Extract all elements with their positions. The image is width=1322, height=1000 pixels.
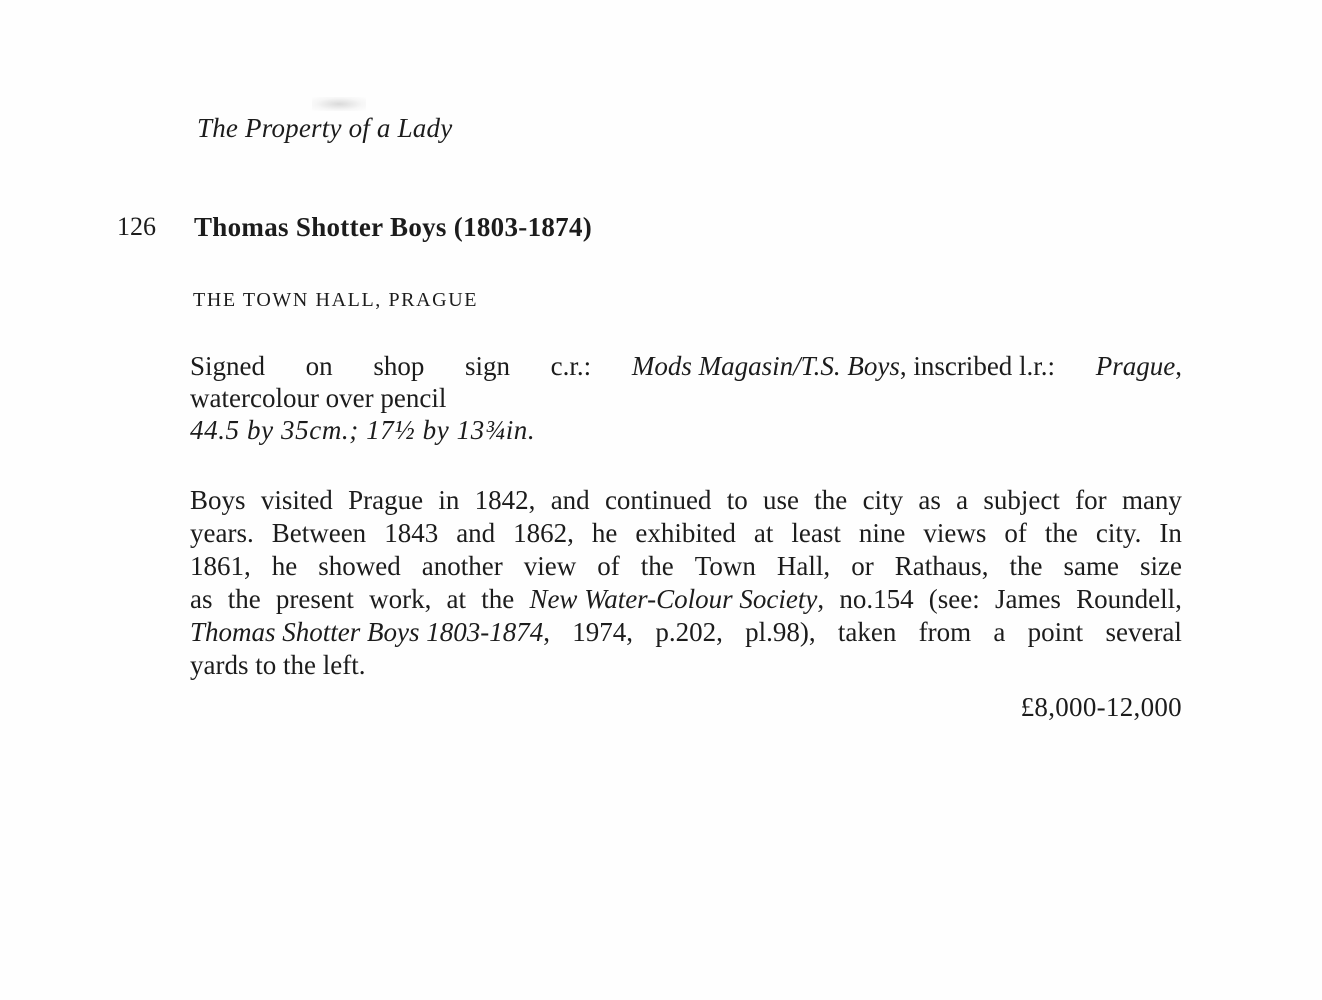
essay-word: the [1009, 551, 1043, 581]
essay-word: 1843 [384, 518, 439, 548]
essay-word: the [640, 551, 674, 581]
essay-word: the [481, 584, 515, 614]
catalogue-essay [190, 484, 1182, 682]
essay-word: as [918, 485, 941, 515]
essay-line [190, 583, 1182, 616]
essay-line: yards to the left. [190, 650, 366, 680]
essay-word: 1842, [474, 485, 536, 515]
essay-word: least [791, 518, 841, 548]
essay-word: in [438, 485, 460, 515]
essay-word: showed [318, 551, 401, 581]
essay-word: many [1121, 485, 1182, 515]
essay-word: continued [604, 485, 712, 515]
lot-number: 126 [117, 212, 156, 241]
essay-word: and [550, 485, 590, 515]
essay-line [190, 484, 1182, 517]
essay-word: city [862, 485, 904, 515]
essay-line [190, 616, 1182, 649]
essay-word: for [1075, 485, 1107, 515]
essay-word: and [456, 518, 496, 548]
signed-word-1: Signed [190, 351, 266, 381]
essay-word: taken [837, 617, 897, 647]
essay-word: views [923, 518, 987, 548]
essay-word: the [1044, 518, 1078, 548]
essay-word: Hall, [776, 551, 831, 581]
essay-word: Boys [190, 485, 246, 515]
essay-word: several [1105, 617, 1182, 647]
signature-details [190, 350, 1182, 446]
essay-word: of [597, 551, 620, 581]
signed-word-3: shop [373, 351, 425, 381]
essay-word: In [1159, 518, 1182, 548]
essay-word: no.154 [839, 584, 914, 614]
signed-word-5: c.r.: [550, 351, 592, 381]
essay-word: view [523, 551, 577, 581]
essay-word: size [1139, 551, 1182, 581]
essay-word: Prague [348, 485, 424, 515]
essay-word: years. [190, 518, 254, 548]
essay-word: from [918, 617, 972, 647]
essay-word: a [956, 485, 969, 515]
ink-smudge [312, 97, 366, 111]
essay-word: Roundell, [1076, 584, 1182, 614]
essay-word: pl.98), [745, 617, 816, 647]
essay-word: exhibited [635, 518, 736, 548]
essay-word: 1974, [572, 617, 634, 647]
essay-word: of [1004, 518, 1027, 548]
essay-word: at [753, 518, 774, 548]
essay-word: to [726, 485, 748, 515]
essay-line [190, 517, 1182, 550]
essay-word: 1862, [513, 518, 574, 548]
essay-word: he [271, 551, 298, 581]
reference-title: Thomas Shotter Boys 1803-1874, [190, 617, 550, 647]
signature-text: Mods Magasin/T.S. Boys, inscribed l.r.: [631, 351, 1056, 381]
price-estimate: £8,000-12,000 [1020, 692, 1182, 722]
essay-word: James [994, 584, 1061, 614]
signed-word-2: on [305, 351, 333, 381]
essay-word: point [1027, 617, 1084, 647]
dimensions: 44.5 by 35cm.; 17½ by 13¾in. [190, 415, 536, 445]
essay-word: at [446, 584, 467, 614]
artist-name: Thomas Shotter Boys (1803-1874) [194, 212, 593, 242]
essay-word: present [275, 584, 354, 614]
essay-word: he [591, 518, 618, 548]
essay-word: Rathaus, [894, 551, 989, 581]
essay-word: 1861, [190, 551, 251, 581]
essay-word: nine [858, 518, 906, 548]
essay-word: p.202, [655, 617, 723, 647]
essay-word: same [1063, 551, 1119, 581]
essay-word: Between [271, 518, 367, 548]
artwork-title: THE TOWN HALL, PRAGUE [193, 289, 479, 311]
essay-word: Town [694, 551, 756, 581]
signature-line [190, 350, 1182, 382]
essay-word: visited [260, 485, 333, 515]
essay-word: another [421, 551, 503, 581]
provenance-heading: The Property of a Lady [197, 113, 453, 143]
essay-word: use [763, 485, 800, 515]
essay-word: a [993, 617, 1006, 647]
essay-word: city. [1095, 518, 1142, 548]
essay-word: or [851, 551, 874, 581]
essay-word: as [190, 584, 213, 614]
essay-word: the [814, 485, 848, 515]
inscription-text: Prague, [1095, 351, 1182, 381]
exhibition-name: New Water-Colour Society, [529, 584, 825, 614]
medium: watercolour over pencil [190, 383, 447, 413]
essay-word: work, [369, 584, 432, 614]
essay-word: subject [983, 485, 1060, 515]
essay-line [190, 550, 1182, 583]
signed-word-4: sign [465, 351, 511, 381]
essay-word: (see: [928, 584, 980, 614]
essay-word: the [227, 584, 261, 614]
